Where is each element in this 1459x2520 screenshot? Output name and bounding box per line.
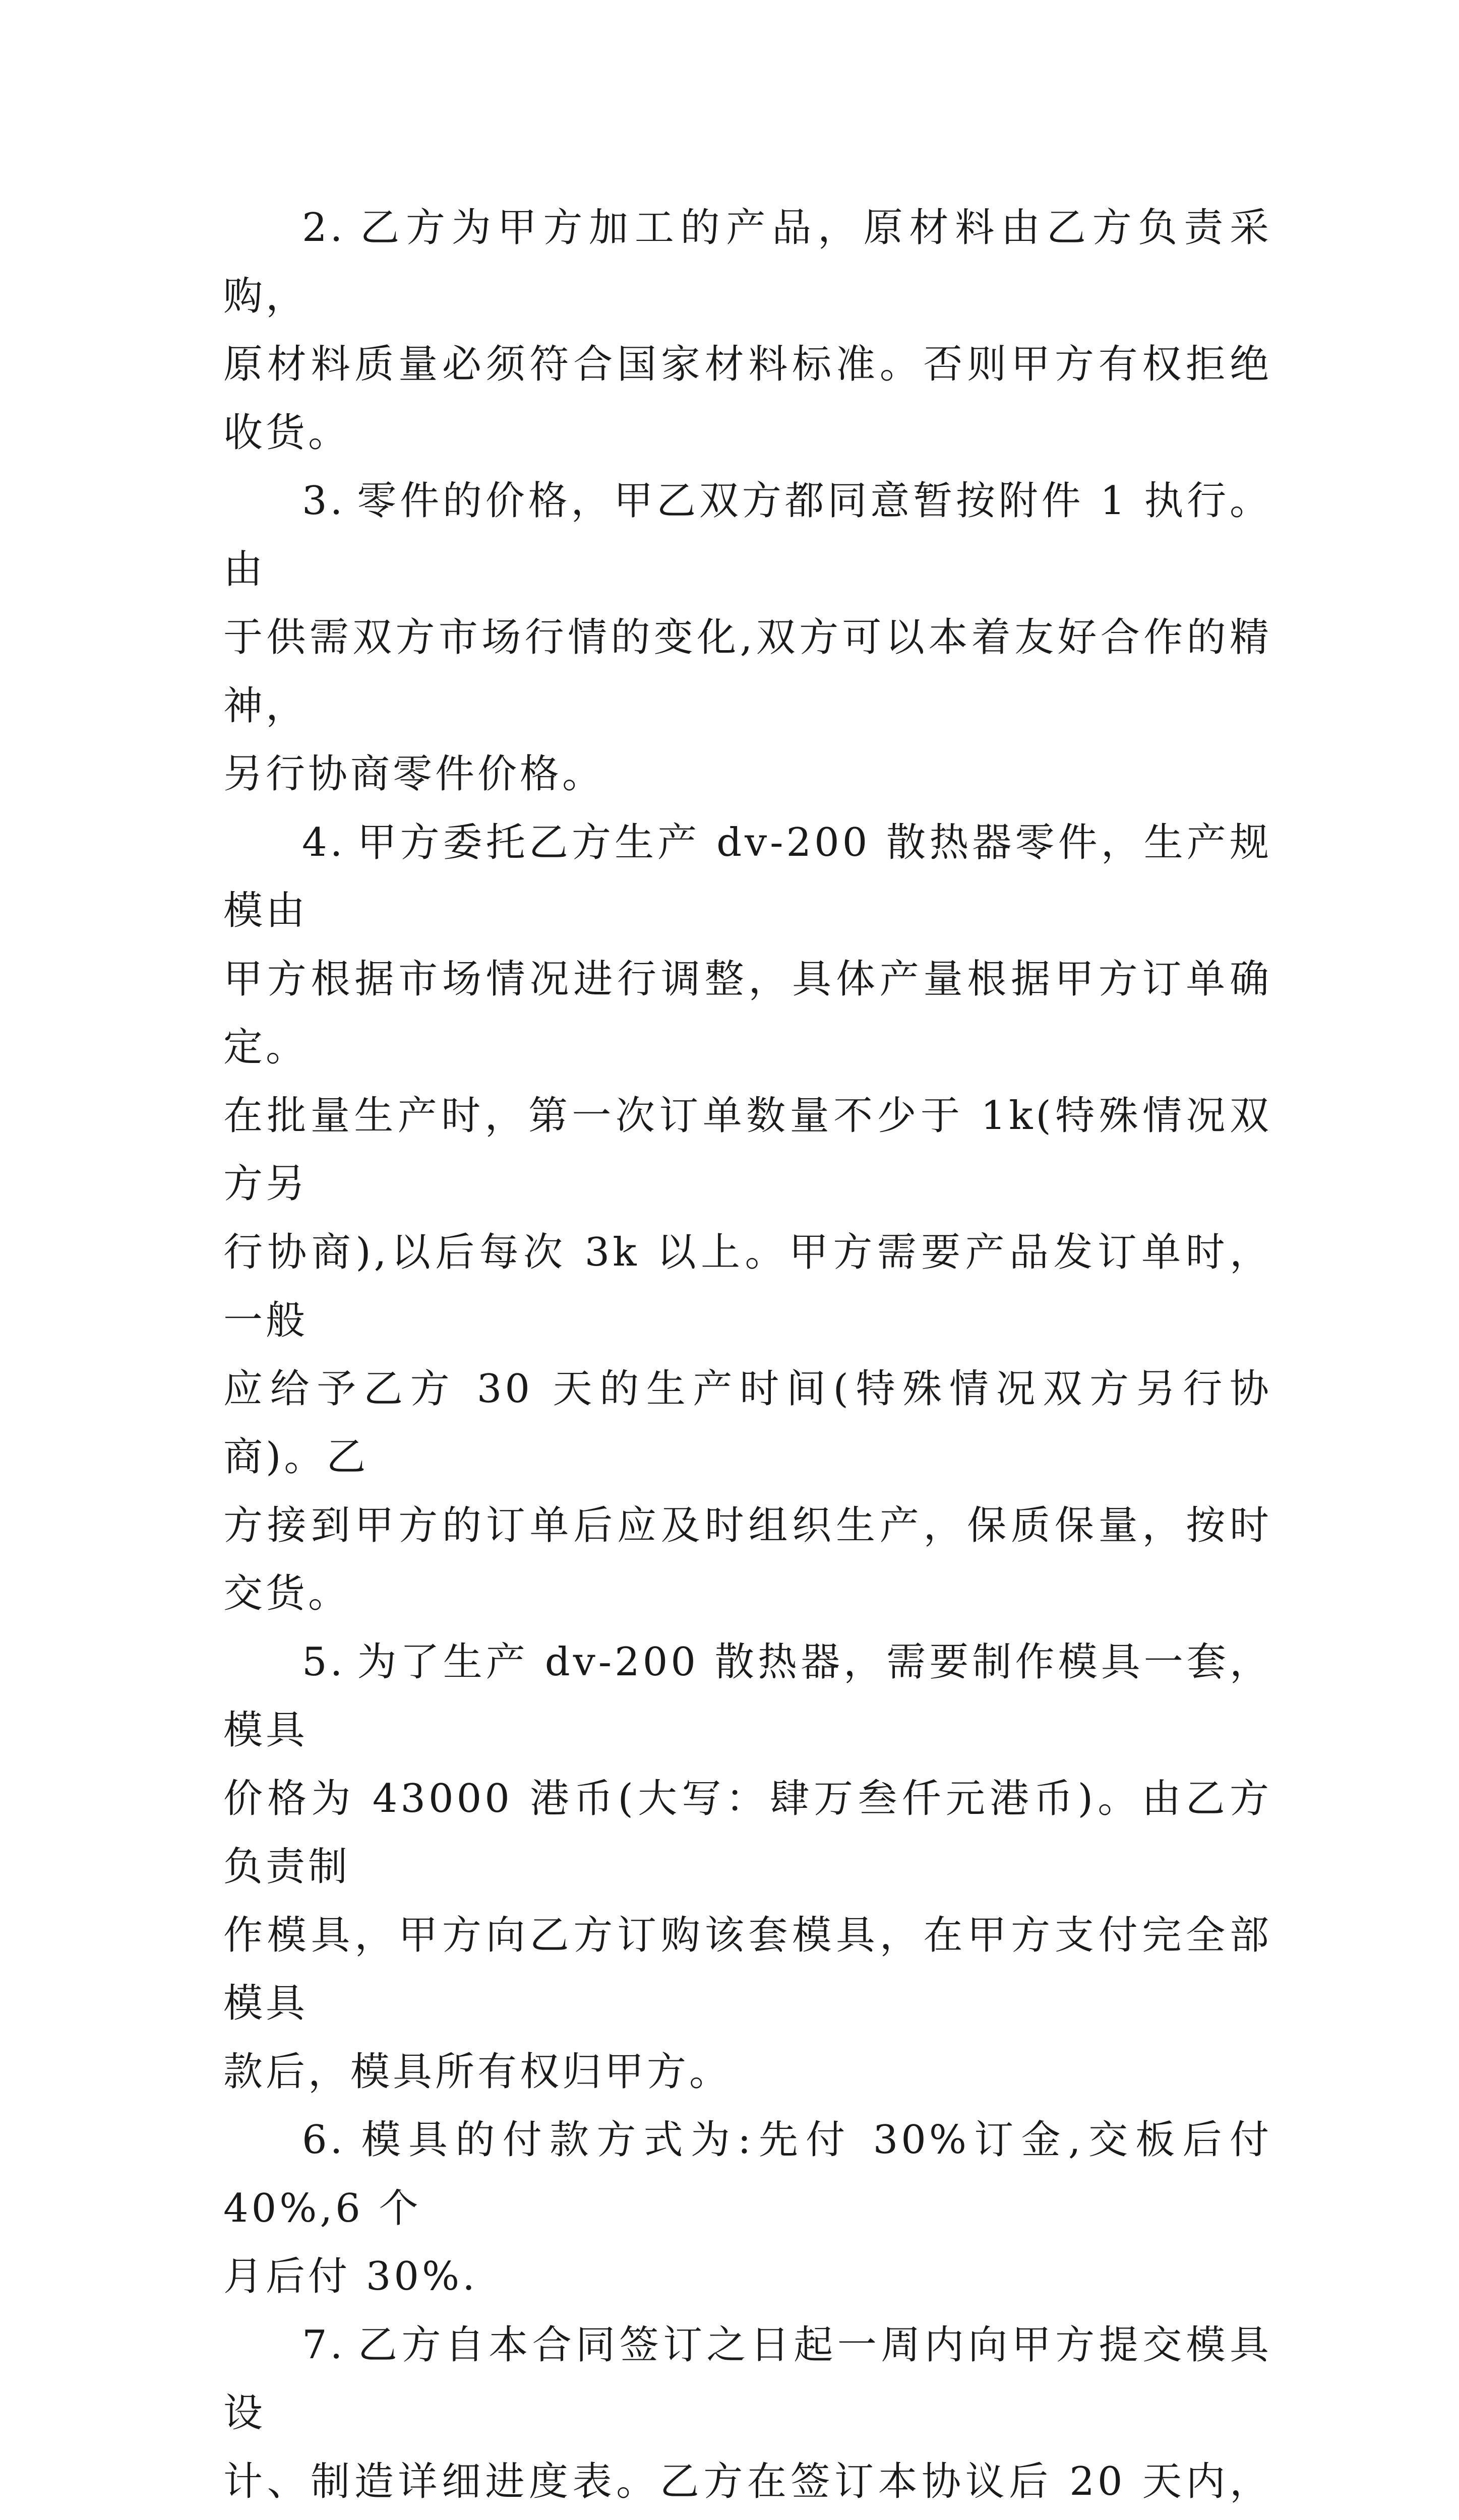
clause-number: 6. bbox=[302, 2117, 345, 2163]
clause-line: 应给予乙方 30 天的生产时间(特殊情况双方另行协商)。乙 bbox=[223, 1366, 1272, 1480]
clause-line: 模具的付款方式为:先付 30%订金,交板后付 40%,6 个 bbox=[223, 2117, 1288, 2231]
clause-number: 5. bbox=[302, 1640, 345, 1685]
clause-7 bbox=[223, 2311, 1272, 2520]
clause-4 bbox=[223, 809, 1272, 1628]
clause-line: 计、制造详细进度表。乙方在签订本协议后 20 天内， bbox=[223, 2459, 1272, 2520]
clause-number: 4. bbox=[302, 820, 345, 865]
clause-3 bbox=[223, 467, 1272, 809]
clause-number: 7. bbox=[302, 2322, 345, 2368]
clause-line: 月后付 30%. bbox=[223, 2254, 478, 2299]
contract-clauses bbox=[223, 194, 1272, 2520]
clause-line: 另行协商零件价格。 bbox=[223, 751, 604, 797]
clause-5 bbox=[223, 1628, 1272, 2107]
clause-line: 款后，模具所有权归甲方。 bbox=[223, 2049, 732, 2095]
clause-line: 在批量生产时，第一次订单数量不少于 1k(特殊情况双方另 bbox=[223, 1093, 1272, 1207]
clause-2 bbox=[223, 194, 1272, 467]
clause-line: 行协商),以后每次 3k 以上。甲方需要产品发订单时，一般 bbox=[223, 1230, 1272, 1344]
clause-line: 为了生产 dv-200 散热器，需要制作模具一套，模具 bbox=[223, 1640, 1272, 1753]
clause-line: 价格为 43000 港币(大写：肆万叁仟元港币)。由乙方负责制 bbox=[223, 1776, 1272, 1890]
clause-line: 原材料质量必须符合国家材料标准。否则甲方有权拒绝收货。 bbox=[223, 342, 1272, 456]
clause-number: 2. bbox=[302, 205, 345, 250]
clause-line: 乙方为甲方加工的产品，原材料由乙方负责采购， bbox=[223, 205, 1272, 319]
clause-6 bbox=[223, 2106, 1272, 2311]
clause-line: 于供需双方市场行情的变化,双方可以本着友好合作的精神， bbox=[223, 615, 1272, 729]
clause-line: 作模具，甲方向乙方订购该套模具，在甲方支付完全部模具 bbox=[223, 1913, 1272, 2027]
clause-number: 3. bbox=[302, 478, 345, 524]
clause-line: 甲方委托乙方生产 dv-200 散热器零件，生产规模由 bbox=[223, 820, 1272, 934]
clause-line: 方接到甲方的订单后应及时组织生产，保质保量，按时交货。 bbox=[223, 1503, 1272, 1617]
clause-line: 零件的价格，甲乙双方都同意暂按附件 1 执行。由 bbox=[223, 478, 1272, 592]
clause-line: 乙方自本合同签订之日起一周内向甲方提交模具设 bbox=[223, 2322, 1272, 2436]
clause-line: 甲方根据市场情况进行调整，具体产量根据甲方订单确定。 bbox=[223, 957, 1272, 1070]
